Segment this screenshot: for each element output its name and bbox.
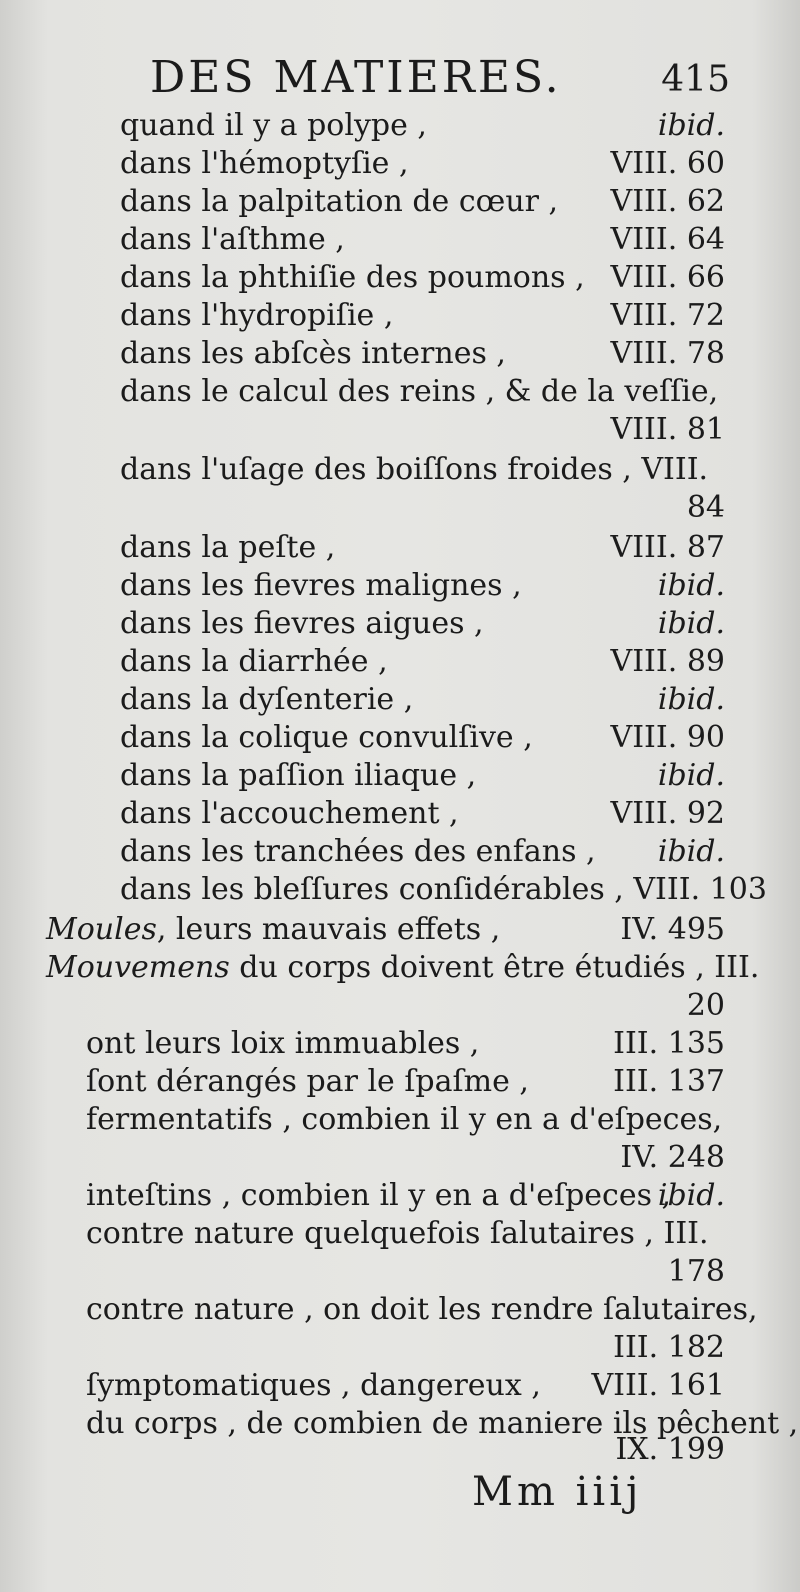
index-entry — [120, 146, 725, 182]
index-entry — [86, 1026, 725, 1062]
entry-ref: IV. 248 — [620, 1140, 725, 1175]
index-entry — [120, 682, 725, 718]
index-entry — [120, 298, 725, 334]
entry-text: inteſtins , combien il y en a d'eſpeces , — [86, 1178, 672, 1213]
entry-ref: VIII. 60 — [610, 146, 725, 181]
entry-ref: IV. 495 — [620, 912, 725, 947]
entry-text: dans la palpitation de cœur , — [120, 184, 559, 219]
index-entry — [86, 1102, 725, 1138]
entry-text: dans l'aſthme , — [120, 222, 345, 257]
index-entry — [120, 606, 725, 642]
entry-ref: VIII. 92 — [610, 796, 725, 831]
entry-text: dans la dyſenterie , — [120, 682, 414, 717]
index-entry — [120, 644, 725, 680]
entry-headword: Mouvemens — [46, 950, 230, 985]
entry-ref: III. 135 — [613, 1026, 725, 1061]
entry-text: dans la diarrhée , — [120, 644, 388, 679]
index-entry-continuation — [86, 1254, 725, 1290]
entry-text: ſymptomatiques , dangereux , — [86, 1368, 541, 1403]
index-entry — [120, 260, 725, 296]
entry-text: du corps , de combien de maniere ils pêchent , — [86, 1406, 799, 1441]
running-title: DES MATIERES. — [150, 52, 562, 103]
index-entry — [86, 1178, 725, 1214]
index-main-entry — [46, 950, 760, 986]
entry-text: dans la peſte , — [120, 530, 336, 565]
entry-text: dans les tranchées des enfans , — [120, 834, 596, 869]
index-entry — [120, 336, 725, 372]
entry-text: quand il y a polype , — [120, 108, 427, 143]
entry-ref: VIII. 81 — [610, 412, 725, 447]
entry-text: ſont dérangés par le ſpaſme , — [86, 1064, 529, 1099]
entry-ref: VIII. 90 — [610, 720, 725, 755]
index-entry-continuation — [86, 1140, 725, 1176]
entry-text: dans la paſſion iliaque , — [120, 758, 477, 793]
entry-text: dans la phthiſie des poumons , — [120, 260, 585, 295]
index-entry — [120, 872, 767, 908]
page-number: 415 — [661, 59, 730, 100]
entry-ref: III. 182 — [613, 1330, 725, 1365]
entry-text: dans les bleſſures conſidérables , VIII. 103 — [120, 872, 767, 907]
entry-text: du corps doivent être étudiés , III. — [229, 950, 760, 985]
entry-text: dans les abſcès internes , — [120, 336, 506, 371]
entry-ref: ibid. — [657, 108, 725, 143]
entry-headword: Moules — [46, 912, 157, 947]
entry-ref: VIII. 87 — [610, 530, 725, 565]
index-entry — [120, 222, 725, 258]
index-entry — [120, 758, 725, 794]
entry-ref: VIII. 62 — [610, 184, 725, 219]
entry-ref: VIII. 72 — [610, 298, 725, 333]
entry-text: ont leurs loix immuables , — [86, 1026, 480, 1061]
index-entry — [86, 1368, 725, 1404]
entry-ref: VIII. 161 — [591, 1368, 725, 1403]
entry-ref: VIII. 89 — [610, 644, 725, 679]
entry-text: dans les fievres aigues , — [120, 606, 484, 641]
index-entry — [120, 184, 725, 220]
entry-ref: ibid. — [657, 682, 725, 717]
entry-ref: III. 137 — [613, 1064, 725, 1099]
entry-ref: 84 — [686, 490, 725, 525]
entry-ref: ibid. — [657, 758, 725, 793]
index-entry-continuation — [120, 412, 725, 448]
index-entry — [120, 374, 725, 410]
entry-text: dans l'accouchement , — [120, 796, 459, 831]
entry-ref: ibid. — [657, 834, 725, 869]
entry-ref: IX. 199 — [615, 1432, 725, 1467]
index-main-entry — [46, 912, 725, 948]
entry-ref: 20 — [686, 988, 725, 1023]
index-entry — [120, 796, 725, 832]
index-entry — [120, 834, 725, 870]
entry-text: dans le calcul des reins , & de la veſſie, — [120, 374, 719, 409]
index-entry-continuation — [86, 988, 725, 1024]
entry-text: dans la colique convulſive , — [120, 720, 533, 755]
index-entry — [86, 1216, 725, 1252]
entry-ref: VIII. 66 — [610, 260, 725, 295]
index-entry — [120, 452, 725, 488]
entry-text: dans l'hydropiſie , — [120, 298, 394, 333]
index-entry — [86, 1292, 758, 1328]
entry-text: dans les fievres malignes , — [120, 568, 522, 603]
index-entry — [120, 108, 725, 144]
entry-ref: VIII. 64 — [610, 222, 725, 257]
index-entry-continuation — [120, 490, 725, 526]
entry-text: dans l'uſage des boiſſons froides , VIII. — [120, 452, 709, 487]
entry-ref: ibid. — [657, 1178, 725, 1213]
entry-ref: VIII. 78 — [610, 336, 725, 371]
index-entry — [120, 720, 725, 756]
index-entry — [120, 530, 725, 566]
entry-ref: 178 — [667, 1254, 725, 1289]
running-header — [150, 52, 730, 104]
index-entry-continuation — [86, 1330, 725, 1366]
index-entry — [86, 1064, 725, 1100]
entry-text: contre nature quelquefois ſalutaires , III. — [86, 1216, 709, 1251]
index-entry-continuation — [86, 1432, 725, 1468]
entry-text: fermentatifs , combien il y en a d'eſpeces, — [86, 1102, 723, 1137]
entry-ref: ibid. — [657, 568, 725, 603]
entry-text: dans l'hémoptyſie , — [120, 146, 409, 181]
signature-mark: Mm iiij — [472, 1469, 643, 1515]
entry-ref: ibid. — [657, 606, 725, 641]
index-entry — [120, 568, 725, 604]
entry-text: , leurs mauvais effets , — [156, 912, 501, 947]
entry-text: contre nature , on doit les rendre ſalutaires, — [86, 1292, 758, 1327]
